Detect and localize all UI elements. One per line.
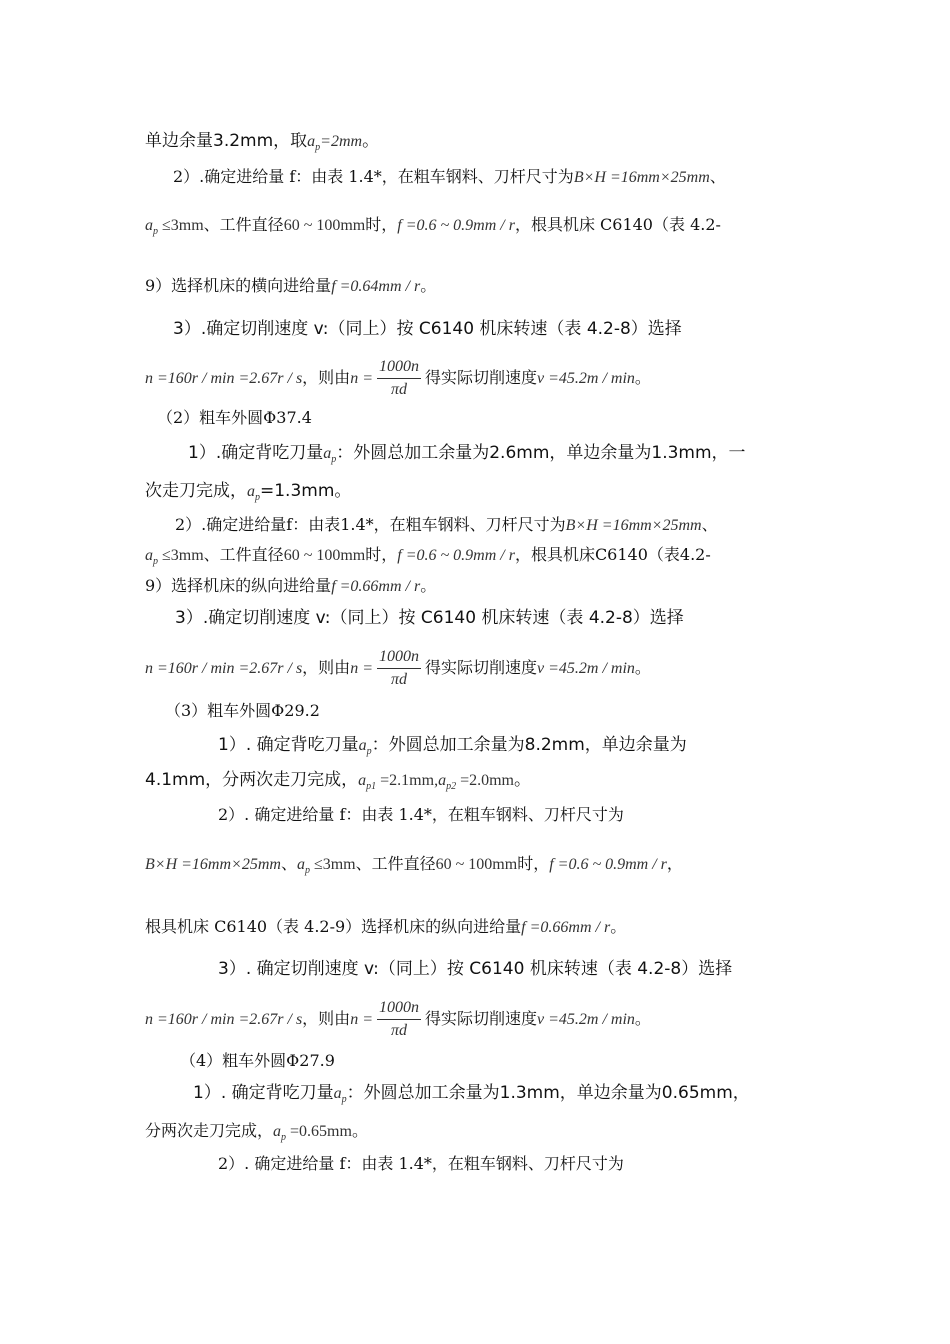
text-line: 9）选择机床的横向进给量f =0.64mm / r。 bbox=[145, 276, 437, 295]
text-line: 分两次走刀完成，$a_p =0.65mm$。 bbox=[145, 1121, 368, 1144]
text-line: 2）. 确定进给量 f：由表 1.4*，在粗车钢料、刀杆尺寸为 bbox=[218, 1154, 624, 1173]
text-line: B×H =16mm×25mm、$a_p \le 3mm$、工件直径60 ~ 100mm时，f =0.6 ~ 0.9mm / r， bbox=[145, 854, 683, 877]
section-heading: （4）粗车外圆Φ27.9 bbox=[180, 1051, 335, 1070]
fraction: $\frac{1000n}{\pi d}$ bbox=[378, 358, 419, 398]
text-line: 3）. 确定切削速度 v:（同上）按 C6140 机床转速（表 4.2-8）选择 bbox=[218, 959, 733, 979]
text-line: 2）. 确定进给量 f：由表 1.4*，在粗车钢料、刀杆尺寸为 bbox=[218, 805, 624, 824]
text-line: 3）.确定切削速度 v:（同上）按 C6140 机床转速（表 4.2-8）选择 bbox=[175, 608, 684, 628]
text-line: 根具机床 C6140（表 4.2-9）选择机床的纵向进给量f =0.66mm / r。 bbox=[145, 917, 627, 936]
text-line: 1）.确定背吃刀量$a_p$：外圆总加工余量为2.6mm，单边余量为1.3mm，一 bbox=[188, 443, 746, 466]
text-line: $a_p \le 3mm$、工件直径60 ~ 100mm时，f =0.6 ~ 0.9mm / r，根具机床C6140（表4.2- bbox=[145, 545, 711, 568]
text-line: 4.1mm，分两次走刀完成，$a_{p1} =2.1mm,a_{p2} =2.0mm$。 bbox=[145, 770, 531, 793]
formula-line: n =160r / min =2.67r / s，则由n = $\frac{1000n}{\pi d}$ 得实际切削速度v =45.2m / min。 bbox=[145, 356, 651, 401]
text-line: $a_p \le 3mm$、工件直径60 ~ 100mm时，f =0.6 ~ 0.9mm / r，根具机床 C6140（表 4.2- bbox=[145, 215, 721, 238]
text-line: 3）.确定切削速度 v:（同上）按 C6140 机床转速（表 4.2-8）选择 bbox=[173, 319, 682, 339]
text-line: 2）.确定进给量 f：由表 1.4*，在粗车钢料、刀杆尺寸为B×H =16mm×25mm、 bbox=[173, 167, 726, 186]
text-line: 单边余量3.2mm，取$a_p=2mm$。 bbox=[145, 131, 380, 154]
fraction: $\frac{1000n}{\pi d}$ bbox=[378, 999, 419, 1039]
section-heading: （2）粗车外圆Φ37.4 bbox=[157, 408, 312, 427]
fraction: $\frac{1000n}{\pi d}$ bbox=[378, 648, 419, 688]
text-line: 9）选择机床的纵向进给量f =0.66mm / r。 bbox=[145, 576, 437, 595]
section-heading: （3）粗车外圆Φ29.2 bbox=[165, 701, 320, 720]
formula-line: n =160r / min =2.67r / s，则由n = $\frac{1000n}{\pi d}$ 得实际切削速度v =45.2m / min。 bbox=[145, 997, 651, 1042]
text-line: 2）.确定进给量f：由表1.4*，在粗车钢料、刀杆尺寸为B×H =16mm×25mm、 bbox=[175, 515, 718, 534]
text-line: 次走刀完成，$a_p=1.3mm$。 bbox=[145, 481, 352, 504]
formula-line: n =160r / min =2.67r / s，则由n = $\frac{1000n}{\pi d}$ 得实际切削速度v =45.2m / min。 bbox=[145, 646, 651, 691]
text-line: 1）. 确定背吃刀量$a_p$：外圆总加工余量为1.3mm，单边余量为0.65mm， bbox=[193, 1083, 750, 1106]
text-line: 1）. 确定背吃刀量$a_p$：外圆总加工余量为8.2mm，单边余量为 bbox=[218, 735, 687, 758]
